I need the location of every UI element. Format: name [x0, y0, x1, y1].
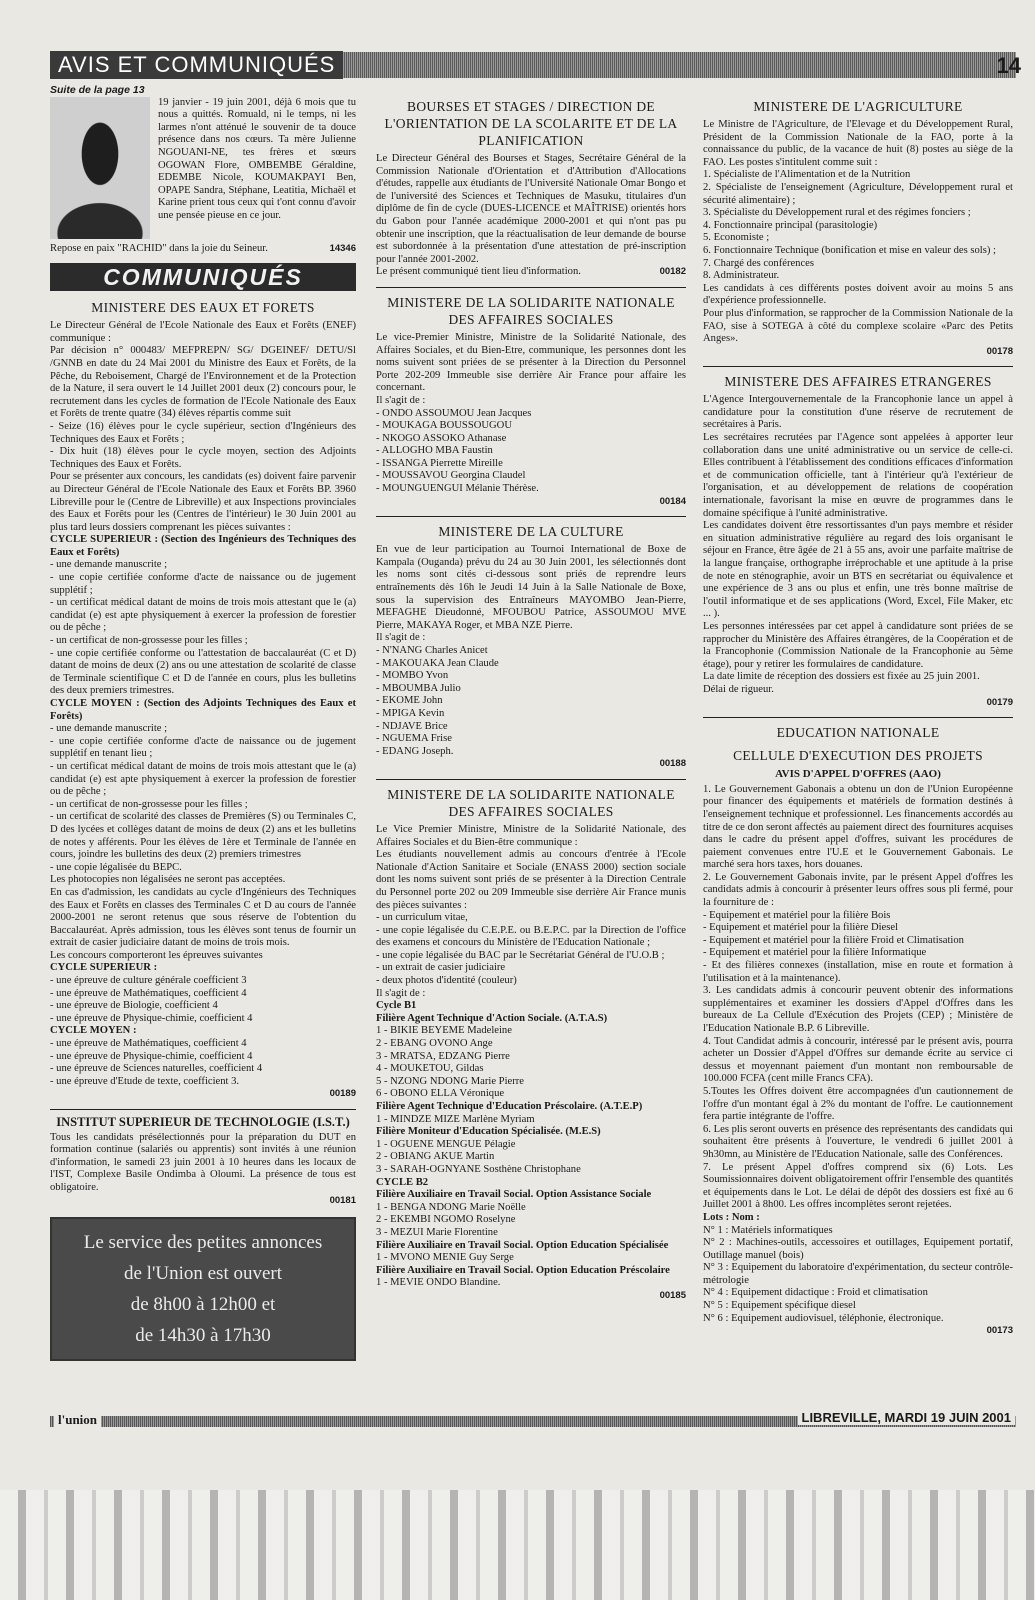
text-line: Délai de rigueur. — [703, 683, 774, 695]
text-line: 5.Toutes les Offres doivent être accompagnées d'un cautionnement de l'offre d'un montant égal à 2% du montant de l'offre. Le cautionnement fera partie intégrante de l'offre. — [703, 1085, 1013, 1123]
text-line: - MOUNGUENGUI Mélanie Thérèse. — [376, 483, 539, 495]
text-line: N° 4 : Equipement didactique : Froid et climatisation — [703, 1287, 928, 1299]
text-line: - Dix huit (18) élèves pour le cycle moyen, section des Adjoints Techniques des Eaux et Forêts. — [50, 446, 356, 470]
text-line: - Equipement et matériel pour la filière Bois — [703, 909, 891, 921]
text-line: 1 - BENGA NDONG Marie Noëlle — [376, 1201, 526, 1213]
divider — [703, 366, 1013, 367]
text-line: Pour plus d'information, se rapprocher de la Commission Nationale de la FAO, sise à SOTEGA à côté du complexe scolaire «Parc des Petits Anges». — [703, 307, 1013, 345]
text-line: 2. Spécialiste de l'enseignement (Agriculture, Développement rural et sécurité alimentaire) ; — [703, 181, 1013, 206]
text-line: CYCLE SUPERIEUR : (Section des Ingénieurs des Techniques des Eaux et Forêts) — [50, 534, 356, 558]
text-line: Il s'agit de : — [376, 987, 426, 999]
text-line: Les étudiants nouvellement admis au concours d'entrée à l'Ecole Nationale d'Action Sanitaire et Sociale (ENASS 2000) section sociale dont les noms suivent sont priés de se présenter à la Direction Centrale du Personnel porte 202 ou 209 Immeuble sise derrière Air France munis des pièces suivantes : — [376, 849, 686, 911]
text-line: - un certificat de scolarité des classes de Premières (S) ou Terminales C, D des lycées et collèges datant de moins de deux (2) ans et les bulletins de notes y afférents. Pour les élèves de 1ère et Terminale de l'année en cours, joindre les bulletins des deux (2) premiers trimestres — [50, 811, 356, 861]
text-line: - EKOME John — [376, 695, 443, 707]
ref-number: 00179 — [986, 696, 1013, 708]
text-line: - un certificat médical datant de moins de trois mois attestant que le (a) candidat (e) est apte physiquement à exercer la profession de forestier ou de pêche ; — [50, 760, 356, 798]
text-line: Par décision n° 000483/ MEFPREPN/ SG/ DGEINEF/ DETU/Sl /GNNB en date du 24 Mai 2001 du Ministre des Eaux et Forêts, de la Pêche, du Reboisement, Chargé de l'Environnement et de la Protection de la Nature, il sera ouvert le 14 Juillet 2001 deux (2) concours pour, le recrutement dans les cycles de formation de l'Ecole Nationale des Eaux et Forêts de trente quatre (34) élèves répartis comme suit — [50, 345, 356, 420]
text-line: 7. Le présent Appel d'offres comprend six (6) Lots. Les Soumissionnaires doivent obligatoirement offrir l'ensemble des quantités et équipements dans le Lot. Le délai de dépôt des dossiers est fixé au 6 Juillet 2001 à 8h00. Les offres incomplètes seront rejetées. — [703, 1161, 1013, 1211]
culture-body: En vue de leur participation au Tournoi International de Boxe de Kampala (Ouganda) prévu du 24 au 30 Juin 2001, les sélectionnés dont les noms sont cités ci-dessous sont priés de reprendre leurs entraînements dès 16h le Jeudi 14 Juin à la Salle Nationale de Boxe, sous la supervision des Entraîneurs MAYOMBO Jean-Pierre, MEFAGHE Dieudonné, MFOUBOU Patrice, ASSOUMOU MVE Pierre, MAKAYA Roger, et MBA NZE Pierre. — [376, 544, 686, 631]
text-line: 6. Fonctionnaire Technique (bonification et mise en valeur des sols) ; — [703, 244, 996, 256]
solid1-body: Le vice-Premier Ministre, Ministre de la Solidarité Nationale, des Affaires Sociales, et du Bien-Etre, communique, les personnes dont les noms suivent sont priées de se présenter à la Direction du Personnel Porte 202-209 Immeuble sise derrière Air France pour affaire les concernant. — [376, 331, 686, 394]
text-line: 2. Le Gouvernement Gabonais invite, par le présent Appel d'offres les candidats admis à concourir à présenter leurs offres sous pli fermé, pour la fourniture de : — [703, 871, 1013, 909]
agri-body — [703, 119, 1013, 346]
ref-number: 00188 — [659, 758, 686, 770]
text-line: L'Agence Intergouvernementale de la Francophonie lance un appel à candidature pour la constitution d'une réserve de recrutement de secrétaires à Paris. — [703, 394, 1013, 431]
text-line: 1 - MVONO MENIE Guy Serge — [376, 1252, 514, 1264]
text-line: - MOMBO Yvon — [376, 670, 449, 682]
text-line: N° 1 : Matériels informatiques — [703, 1224, 833, 1236]
text-line: N° 5 : Equipement spécifique diesel — [703, 1300, 856, 1312]
text-line: 1. Le Gouvernement Gabonais a obtenu un don de l'Union Européenne pour financer des équipements et matériels de formation destinés à l'enseignement technique et professionnel. Les financements accordés au titre de ce don seront affectés au paiement direct des fournitures acquises dans le cadre du présent appel d'offres, suivant les procédures de paiement convenues entre l'U.E et le Gouvernement Gabonais. Le marché sera hors taxes, hors douanes. — [703, 783, 1013, 871]
text-line: - une copie certifiée conforme ou l'attestation de baccalauréat (C et D) datant de moins de deux (2) ans ou une attestation de scolarité de classe de Terminale scientifique C et D de l'année en cours, plus les bulletins des deux premiers trimestres. — [50, 647, 356, 697]
text-line: N° 3 : Equipement du laboratoire d'expérimentation, du secteur contrôle-métrologie — [703, 1262, 1013, 1286]
text-line: Les photocopies non légalisées ne seront pas acceptées. — [50, 874, 286, 886]
text-line: - une copie certifiée conforme d'acte de naissance ou de jugement supplétif en tenant lieu ; — [50, 735, 356, 760]
divider — [376, 779, 686, 780]
text-line: - NGUEMA Frise — [376, 733, 452, 745]
text-line: 7. Chargé des conférences — [703, 257, 814, 269]
text-line: 5 - NZONG NDONG Marie Pierre — [376, 1075, 524, 1087]
text-line: N° 2 : Machines-outils, accessoires et outillages, Equipement portatif, Outillage manuel (bois) — [703, 1237, 1013, 1261]
text-line: Filière Auxiliaire en Travail Social. Option Education Préscolaire — [376, 1264, 670, 1276]
text-line: - Et des filières connexes (installation, mise en route et formation à l'utilisation et à la maintenance). — [703, 960, 1013, 984]
etr-body — [703, 394, 1013, 696]
text-line: Le Vice Premier Ministre, Ministre de la Solidarité Nationale, des Affaires Sociales et du Bien-être communique : — [376, 823, 686, 848]
ref-number: 00182 — [659, 266, 686, 278]
article-title: MINISTERE DES EAUX ET FORETS — [91, 300, 315, 316]
text-line: - une épreuve de Sciences naturelles, coefficient 4 — [50, 1063, 263, 1075]
bourses-end-text: Le présent communiqué tient lieu d'information. — [376, 266, 581, 278]
text-line: - une épreuve d'Etude de texte, coefficient 3. — [50, 1075, 240, 1087]
text-line: 1 - OGUENE MENGUE Pélagie — [376, 1138, 516, 1150]
text-line: - une épreuve de Biologie, coefficient 4 — [50, 1000, 218, 1012]
text-line: Les secrétaires recrutées par l'Agence sont appelées à apporter leur collaboration dans une unité administrative ou un service de celle-ci. Elles contribuent à l'établissement des conditions efficaces d'information et de communication officielle, tant à l'intérieur qu'à l'extérieur de l'organisation, et au développement de relations de coopération internationale, favorisant la mise en œuvre de programmes dans le domaine spécifique à l'unité administrative. — [703, 432, 1013, 519]
text-line: Filière Auxiliaire en Travail Social. Option Education Spécialisée — [376, 1239, 669, 1251]
ref-number: 14346 — [329, 242, 356, 254]
ref-number: 00189 — [329, 1088, 356, 1100]
educ-body — [703, 784, 1013, 1326]
text-line: 1 - MINDZE MIZE Marlène Myriam — [376, 1113, 535, 1125]
text-line: En cas d'admission, les candidats au cycle d'Ingénieurs des Techniques des Eaux et Forêts en classes des Terminales C et D au cours de l'année 2000-2001 ne seront retenus que sous réserve de l'obtention du Baccalauréat. Après admission, tous les élèves sont tenus de fournir un extrait de casier judiciaire datant de moins de trois mois. — [50, 886, 356, 949]
text-line: - deux photos d'identité (couleur) — [376, 975, 517, 987]
text-line: de 8h00 à 12h00 et — [130, 1294, 276, 1316]
text-line: - Equipement et matériel pour la filière Diesel — [703, 922, 899, 934]
text-line: 2 - OBIANG AKUE Martin — [376, 1151, 495, 1163]
article-title: MINISTERE DE LA CULTURE — [438, 524, 624, 540]
text-line: 3 - MEZUI Marie Florentine — [376, 1226, 498, 1238]
text-line: 4. Fonctionnaire principal (parasitologie) — [703, 219, 878, 231]
text-line: - Seize (16) élèves pour le cycle supérieur, section d'Ingénieurs des Techniques des Eaux et Forêts ; — [50, 420, 356, 445]
text-line: 3. Spécialiste du Développement rural et des régimes fonciers ; — [703, 207, 971, 219]
text-line: 4. Tout Candidat admis à concourir, intéressé par le présent avis, pourra acheter un Dossier d'Appel d'Offres sur demande écrite au service ci dessus et moyennant paiement d'un montant non remboursable de 100.000 FCFA (cent mille Francs CFA). — [703, 1035, 1013, 1085]
text-line: - ISSANGA Pierrette Mireille — [376, 457, 503, 469]
obituary-end: Repose en paix "RACHID" dans la joie du Seineur. — [50, 242, 268, 254]
solid1-intro: Il s'agit de : — [376, 394, 426, 406]
text-line: - une demande manuscrite ; — [50, 723, 168, 735]
text-line: - NDJAVE Brice — [376, 720, 448, 732]
text-line: N° 6 : Equipement audiovisuel, téléphonie, électronique. — [703, 1312, 944, 1324]
text-line: - EDANG Joseph. — [376, 745, 454, 757]
text-line: - Equipement et matériel pour la filière Froid et Climatisation — [703, 934, 964, 946]
text-line: 3 - MRATSA, EDZANG Pierre — [376, 1050, 510, 1062]
text-line: 5. Economiste ; — [703, 232, 770, 244]
text-line: Lots : Nom : — [703, 1211, 760, 1223]
text-line: CYCLE MOYEN : (Section des Adjoints Techniques des Eaux et Forêts) — [50, 698, 356, 722]
scan-artifact — [0, 1490, 1035, 1600]
ref-number: 00178 — [986, 345, 1013, 357]
text-line: - une épreuve de culture générale coefficient 3 — [50, 975, 247, 987]
text-line: - une copie certifiée conforme d'acte de naissance ou de jugement supplétif ; — [50, 572, 356, 596]
bourses-end — [376, 266, 686, 279]
page-number: 14 — [996, 53, 1021, 78]
divider — [50, 1109, 356, 1110]
article-title: MINISTERE DE L'AGRICULTURE — [753, 99, 963, 114]
bourses-body: Le Directeur Général des Bourses et Stages, Secrétaire Général de la Commission Nationale d'Orientation et d'Attribution d'Allocations d'études, rappelle aux étudiants de l'Université Nationale Omar Bongo et de l'université des Sciences et Techniques de Masuku, titulaires d'un diplôme de fin de cycle (DUES-LICENCE et MAÎTRISE) orientés hors du Gabon pour l'année académique 2000-2001 et qui n'ont pas pu obtenir une inscription, que la réactualisation de leur demande de bourse est subordonnée à la présentation d'une attestation de pré-inscription pour l'année 2001-2002. — [376, 153, 686, 265]
ist-body: Tous les candidats présélectionnés pour la préparation du DUT en formation continue (salariés ou apprentis) sont invités à une réunion d'information, le samedi 23 juin 2001 à 10 heures dans les locaux de l'IST, Complexe Basile Ondimba à Oloumi. La présence de tous est obligatoire. — [50, 1131, 356, 1193]
text-line: - MOUSSAVOU Georgina Claudel — [376, 470, 526, 482]
article-title: EDUCATION NATIONALE — [776, 725, 940, 741]
text-line: Le service des petites annonces — [83, 1232, 323, 1254]
text-line: 1. Spécialiste de l'Alimentation et de la Nutrition — [703, 169, 911, 181]
text-line: CYCLE B2 — [376, 1176, 429, 1188]
text-line: Les candidats à ces différents postes doivent avoir au moins 5 ans d'expérience professionnelle. — [703, 282, 1013, 307]
divider — [703, 717, 1013, 718]
eaux-body — [50, 320, 356, 1088]
text-line: - MPIGA Kevin — [376, 707, 445, 719]
text-line: de 14h30 à 17h30 — [135, 1325, 271, 1347]
article-title: MINISTERE DE LA SOLIDARITE NATIONALE DES AFFAIRES SOCIALES — [387, 294, 675, 327]
text-line: Filière Auxiliaire en Travail Social. Option Assistance Sociale — [376, 1189, 652, 1201]
petites-annonces-ad — [50, 1217, 356, 1361]
text-line: La date limite de réception des dossiers est fixée au 25 juin 2001. — [703, 671, 980, 683]
article-title: MINISTERE DE LA SOLIDARITE NATIONALE DES AFFAIRES SOCIALES — [387, 786, 675, 819]
text-line: 2 - EBANG OVONO Ange — [376, 1038, 493, 1050]
text-line: - une épreuve de Mathématiques, coefficient 4 — [50, 1038, 247, 1050]
divider — [376, 287, 686, 288]
text-line: - ALLOGHO MBA Faustin — [376, 445, 493, 457]
text-line: 3 - SARAH-OGNYANE Sosthène Christophane — [376, 1163, 581, 1175]
text-line: Pour se présenter aux concours, les candidats (es) doivent faire parvenir au Directeur Général de l'Ecole Nationale des Eaux et Forêts BP. 3960 Libreville pour le (Centre de Libreville) et aux Inspections provinciales des Eaux et Forêts pour les (Centres de l'intérieur) le 30 Juin 2001 au plus tard leurs dossiers comprenant les pièces suivantes : — [50, 471, 356, 533]
text-line: CYCLE SUPERIEUR : — [50, 962, 158, 974]
article-title: INSTITUT SUPERIEUR DE TECHNOLOGIE (I.S.T.) — [56, 1115, 350, 1129]
text-line: 1 - BIKIE BEYEME Madeleine — [376, 1025, 512, 1037]
text-line: - une épreuve de Physique-chimie, coefficient 4 — [50, 1012, 253, 1024]
text-line: 3. Les candidats admis à concourir peuvent obtenir des informations supplémentaires et examiner les dossiers d'Appel d'Offres dans les bureaux de La Cellule d'Exécution des Projets (CEP) ; Ministère de l'Education Nationale B.P. 6 Libreville. — [703, 985, 1013, 1034]
culture-names — [376, 645, 686, 758]
section-title: AVIS ET COMMUNIQUÉS — [50, 51, 343, 79]
text-line: 6 - OBONO ELLA Véronique — [376, 1088, 505, 1100]
text-line: - une copie légalisée du BEPC. — [50, 861, 182, 873]
text-line: Le Directeur Général de l'Ecole Nationale des Eaux et Forêts (ENEF) communique : — [50, 320, 356, 344]
text-line: - une demande manuscrite ; — [50, 559, 168, 571]
text-line: 4 - MOUKETOU, Gildas — [376, 1063, 484, 1075]
text-line: - NKOGO ASSOKO Athanase — [376, 432, 507, 444]
continued-from: Suite de la page 13 — [50, 84, 145, 96]
text-line: Le Ministre de l'Agriculture, de l'Elevage et du Développement Rural, Président de la Commission Nationale de la FAO, porte à la connaissance du public, de la vacance de huit (8) postes au siège de la FAO. Les postes s'intitulent comme suit : — [703, 119, 1013, 168]
column-middle — [376, 92, 686, 1303]
text-line: Cycle B1 — [376, 1000, 417, 1012]
text-line: - Equipement et matériel pour la filière Informatique — [703, 947, 927, 959]
text-line: 2 - EKEMBI NGOMO Roselyne — [376, 1214, 516, 1226]
text-line: - N'NANG Charles Anicet — [376, 645, 488, 656]
text-line: - une copie légalisée du BAC par le Secrétariat Général de l'U.O.B ; — [376, 949, 665, 961]
article-title: MINISTERE DES AFFAIRES ETRANGERES — [724, 374, 992, 390]
text-line: de l'Union est ouvert — [123, 1263, 283, 1285]
text-line: - MAKOUAKA Jean Claude — [376, 657, 499, 669]
obituary-closing — [50, 243, 356, 256]
text-line: Filière Agent Technique d'Education Préscolaire. (A.T.E.P) — [376, 1101, 643, 1112]
text-line: - un certificat de non-grossesse pour les filles ; — [50, 635, 248, 647]
text-line: 6. Les plis seront ouverts en présence des représentants des candidats qui souhaitent être présents à l'ouverture, le vendredi 6 juillet 2001 à 9h30mn, au Ministère de l'Education Nationale, salle des Conférences. — [703, 1123, 1013, 1160]
text-line: - une épreuve de Physique-chimie, coefficient 4 — [50, 1050, 253, 1062]
text-line: CYCLE MOYEN : — [50, 1025, 137, 1037]
text-line: Les concours comporteront les épreuves suivantes — [50, 949, 263, 961]
text-line: 8. Administrateur. — [703, 270, 780, 282]
column-left — [50, 84, 356, 1361]
text-line: - un certificat médical datant de moins de trois mois attestant que le (a) candidat (e) est apte physiquement à exercer la profession de forestier ou de pêche ; — [50, 597, 356, 634]
text-line: Les personnes intéressées par cet appel à candidature sont priées de se rapprocher du Ministère des Affaires étrangères, de la Coopération et de la Francophonie (Commission Nationale de la Francophonie au 5ème étage), pour y retirer les formulaires de candidature. — [703, 620, 1013, 670]
dateline: LIBREVILLE, MARDI 19 JUIN 2001 — [798, 1410, 1016, 1425]
portrait-photo — [50, 97, 150, 239]
solid2-body — [376, 824, 686, 1290]
text-line: - un extrait de casier judiciaire — [376, 962, 506, 974]
text-line: - un certificat de non-grossesse pour les filles ; — [50, 798, 248, 810]
text-line: - une épreuve de Mathématiques, coefficient 4 — [50, 987, 247, 999]
text-line: - une copie légalisée du C.E.P.E. ou B.E.P.C. par la Direction de l'office des examens et concours du Ministère de l'Education Nationale ; — [376, 924, 686, 949]
solid1-names — [376, 408, 686, 496]
text-line: Les candidates doivent être ressortissantes d'un pays membre et résider en situation administrative régulière au regard des lois organisant le séjour en France, être âgée de 21 à 55 ans, avoir une parfaite maîtrise de la langue française, orthographe irréprochable et une aptitude à la prise de note en sténographie, avoir un BTS en secrétariat ou équivalence et une expérience de 3 ans ou plus et enfin, une très bonne maîtrise de l'outil informatique et de ses applications (Word, Excel, File Maker, etc ... ). — [703, 520, 1013, 620]
ref-number: 00184 — [659, 495, 686, 507]
ref-number: 00185 — [659, 1289, 686, 1301]
text-line: - ONDO ASSOUMOU Jean Jacques — [376, 407, 532, 419]
text-line: - un curriculum vitae, — [376, 912, 468, 924]
divider — [376, 516, 686, 517]
text-line: - MBOUMBA Julio — [376, 682, 461, 694]
text-line: 1 - MEVIE ONDO Blandine. — [376, 1277, 501, 1289]
article-subtitle: CELLULE D'EXECUTION DES PROJETS — [733, 748, 983, 764]
notice-label: AVIS D'APPEL D'OFFRES (AAO) — [775, 768, 941, 781]
text-line: Filière Moniteur d'Education Spécialisée. (M.E.S) — [376, 1126, 601, 1138]
culture-intro: Il s'agit de : — [376, 632, 426, 644]
article-title: BOURSES ET STAGES / DIRECTION DE L'ORIENTATION DE LA SCOLARITE ET DE LA PLANIFICATION — [384, 99, 678, 148]
paper-name: l'union — [54, 1412, 101, 1428]
text-line: - MOUKAGA BOUSSOUGOU — [376, 420, 512, 432]
ref-number: 00181 — [329, 1194, 356, 1206]
obituary-text: 19 janvier - 19 juin 2001, déjà 6 mois que tu nous a quittés. Romuald, ni le temps, ni les larmes n'ont atténué le souvenir de ta douce présence dans nos cœurs. Ta mère Julienne NGOUANI-NE, tes frères et sœurs OGOWAN Flore, OMBEMBE Géraldine, EDEMBE Nicole, KOUMAKPAYI Ben, OPAPE Sandra, Stéphane, Leatitia, Michaël et Karine prient tous ceux qui t'ont connu d'avoir une pensée pieuse en ce jour. — [158, 96, 356, 221]
column-right — [703, 92, 1013, 1338]
communiques-banner: COMMUNIQUÉS — [50, 263, 356, 291]
text-line: Filière Agent Technique d'Action Sociale. (A.T.A.S) — [376, 1012, 608, 1024]
ref-number: 00173 — [986, 1325, 1013, 1337]
